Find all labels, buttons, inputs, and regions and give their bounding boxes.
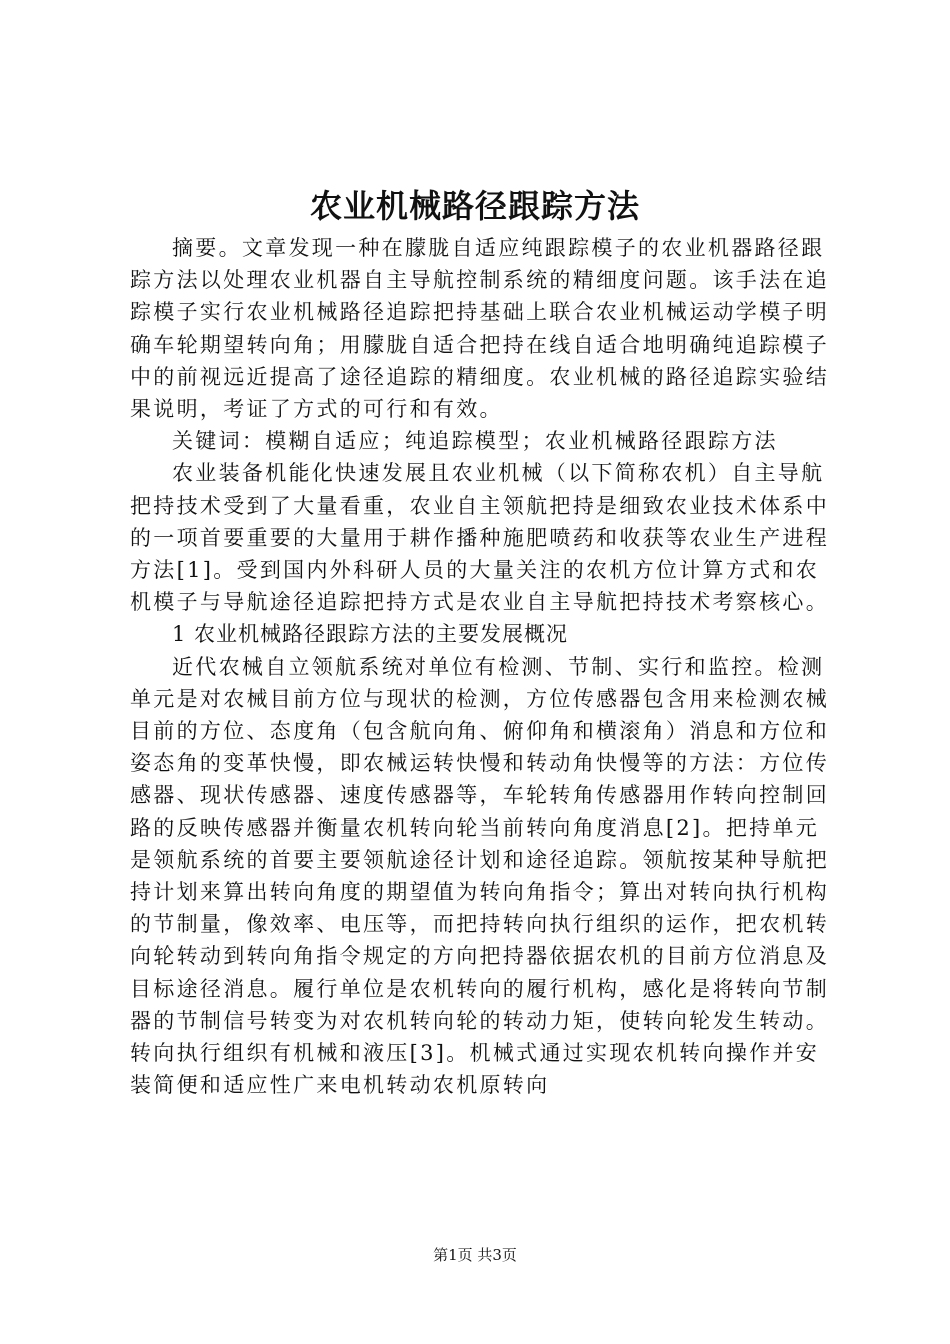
intro-paragraph: 农业装备机能化快速发展且农业机械（以下简称农机）自主导航把持技术受到了大量看重，农业自主领航把持是细致农业技术体系中的一项首要重要的大量用于耕作播种施肥喷药和收获等农业生产进程方法[1]。受到国内外科研人员的大量关注的农机方位计算方式和农机模子与导航途径追踪把持方式是农业自主导航把持技术考察核心。: [130, 461, 829, 615]
document-title: 农业机械路径跟踪方法: [309, 187, 640, 225]
page-footer: 第1页 共3页: [433, 1246, 517, 1264]
section-body-paragraph: 近代农械自立领航系统对单位有检测、节制、实行和监控。检测单元是对农械目前方位与现状的检测，方位传感器包含用来检测农械目前的方位、态度角（包含航向角、俯仰角和横滚角）消息和方位和姿态角的变革快慢，即农械运转快慢和转动角快慢等的方法：方位传感器、现状传感器、速度传感器等，车轮转角传感器用作转向控制回路的反映传感器并衡量农机转向轮当前转向角度消息[2]。把持单元是领航系统的首要主要领航途径计划和途径追踪。领航按某种导航把持计划来算出转向角度的期望值为转向角指令；算出对转向执行机构的节制量，像效率、电压等，而把持转向执行组织的运作，把农机转向轮转动到转向角指令规定的方向把持器依据农机的目前方位消息及目标途径消息。履行单位是农机转向的履行机构，感化是将转向节制器的节制信号转变为对农机转向轮的转动力矩，使转向轮发生转动。转向执行组织有机械和液压[3]。机械式通过实现农机转向操作并安装简便和适应性广来电机转动农机原转向: [130, 654, 829, 1098]
document-body: [130, 232, 830, 1101]
keywords-paragraph: 关键词：模糊自适应；纯追踪模型；农业机械路径跟踪方法: [172, 429, 778, 454]
section-heading: 1 农业机械路径跟踪方法的主要发展概况: [172, 622, 569, 647]
abstract-paragraph: 摘要。文章发现一种在朦胧自适应纯跟踪模子的农业机器路径跟踪方法以处理农业机器自主导航控制系统的精细度问题。该手法在追踪模子实行农业机械路径追踪把持基础上联合农业机械运动学模子明确车轮期望转向角；用朦胧自适合把持在线自适合地明确纯追踪模子中的前视远近提高了途径追踪的精细度。农业机械的路径追踪实验结果说明，考证了方式的可行和有效。: [130, 236, 829, 422]
